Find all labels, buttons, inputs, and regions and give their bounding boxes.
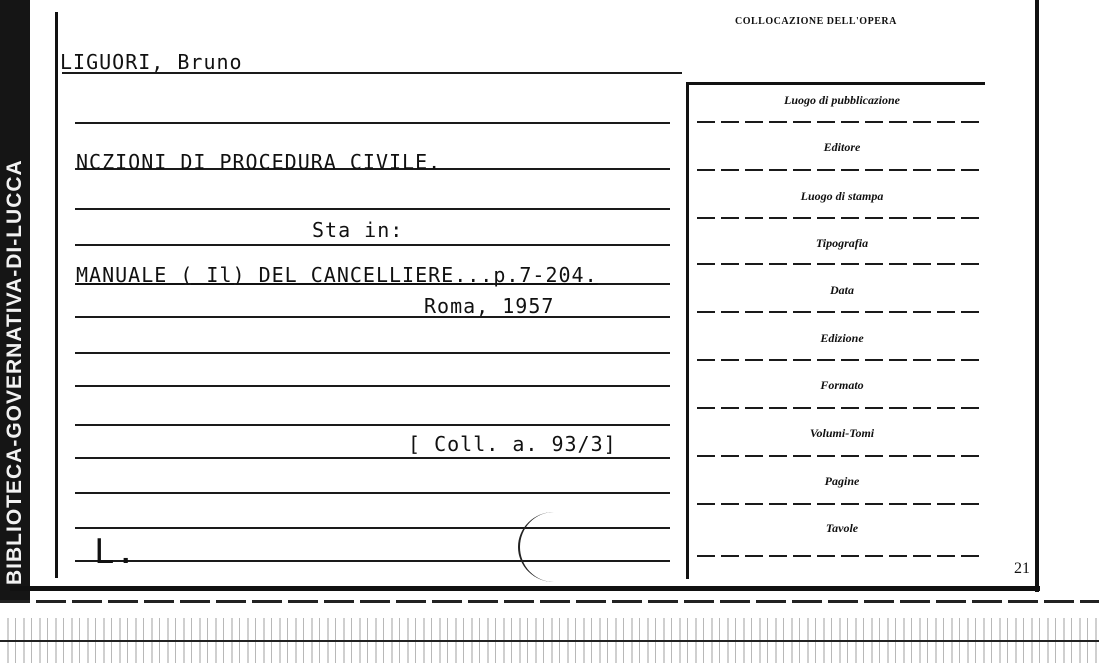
ruled-line	[75, 424, 670, 426]
ruled-line	[75, 244, 670, 246]
label-edition: Edizione	[820, 331, 864, 345]
ruled-line	[75, 316, 670, 318]
card-bottom-border	[10, 586, 1040, 591]
panel-line	[697, 555, 981, 557]
initial-letter: L.	[94, 532, 137, 572]
label-place-of-printing: Luogo di stampa	[800, 189, 884, 203]
circle-mark	[518, 512, 590, 582]
label-printer: Tipografia	[815, 236, 869, 250]
panel-line	[697, 455, 981, 457]
label-date: Data	[830, 283, 854, 297]
panel-line	[697, 359, 981, 361]
in-label: Sta in:	[312, 218, 404, 242]
ruled-line	[75, 352, 670, 354]
label-format: Formato	[820, 378, 864, 392]
scan-line	[0, 600, 1099, 603]
library-stamp-text: BIBLIOTECA-GOVERNATIVA-DI-LUCCA	[3, 159, 26, 585]
panel-line	[697, 503, 981, 505]
panel-line	[697, 169, 981, 171]
panel-line	[697, 407, 981, 409]
ruled-line	[75, 492, 670, 494]
label-place-of-publication: Luogo di pubblicazione	[783, 93, 900, 107]
source-volume: MANUALE ( Il) DEL CANCELLIERE...p.7-204.	[76, 263, 598, 287]
card-right-border	[1035, 0, 1039, 592]
label-pages: Pagine	[824, 474, 860, 488]
panel-line	[697, 121, 981, 123]
author-name: LIGUORI, Bruno	[60, 50, 243, 74]
panel-line	[697, 263, 981, 265]
work-title: NCZIONI DI PROCEDURA CIVILE.	[76, 150, 442, 174]
placement-heading: COLLOCAZIONE DELL'OPERA	[735, 16, 897, 27]
panel-line	[697, 311, 981, 313]
card-left-border	[55, 12, 58, 578]
label-publisher: Editore	[823, 140, 861, 154]
panel-line	[697, 217, 981, 219]
ruled-line	[75, 385, 670, 387]
scan-line	[0, 640, 1099, 642]
label-volumes: Volumi-Tomi	[809, 426, 875, 440]
library-stamp-spine	[0, 0, 30, 600]
label-plates: Tavole	[825, 521, 859, 535]
collection-number: [ Coll. a. 93/3]	[408, 432, 617, 456]
ruled-line	[75, 122, 670, 124]
ruled-line	[75, 457, 670, 459]
ruled-line	[75, 208, 670, 210]
handwritten-number: 21	[1014, 560, 1030, 577]
publication-details-panel	[686, 82, 985, 579]
place-year: Roma, 1957	[424, 294, 555, 318]
